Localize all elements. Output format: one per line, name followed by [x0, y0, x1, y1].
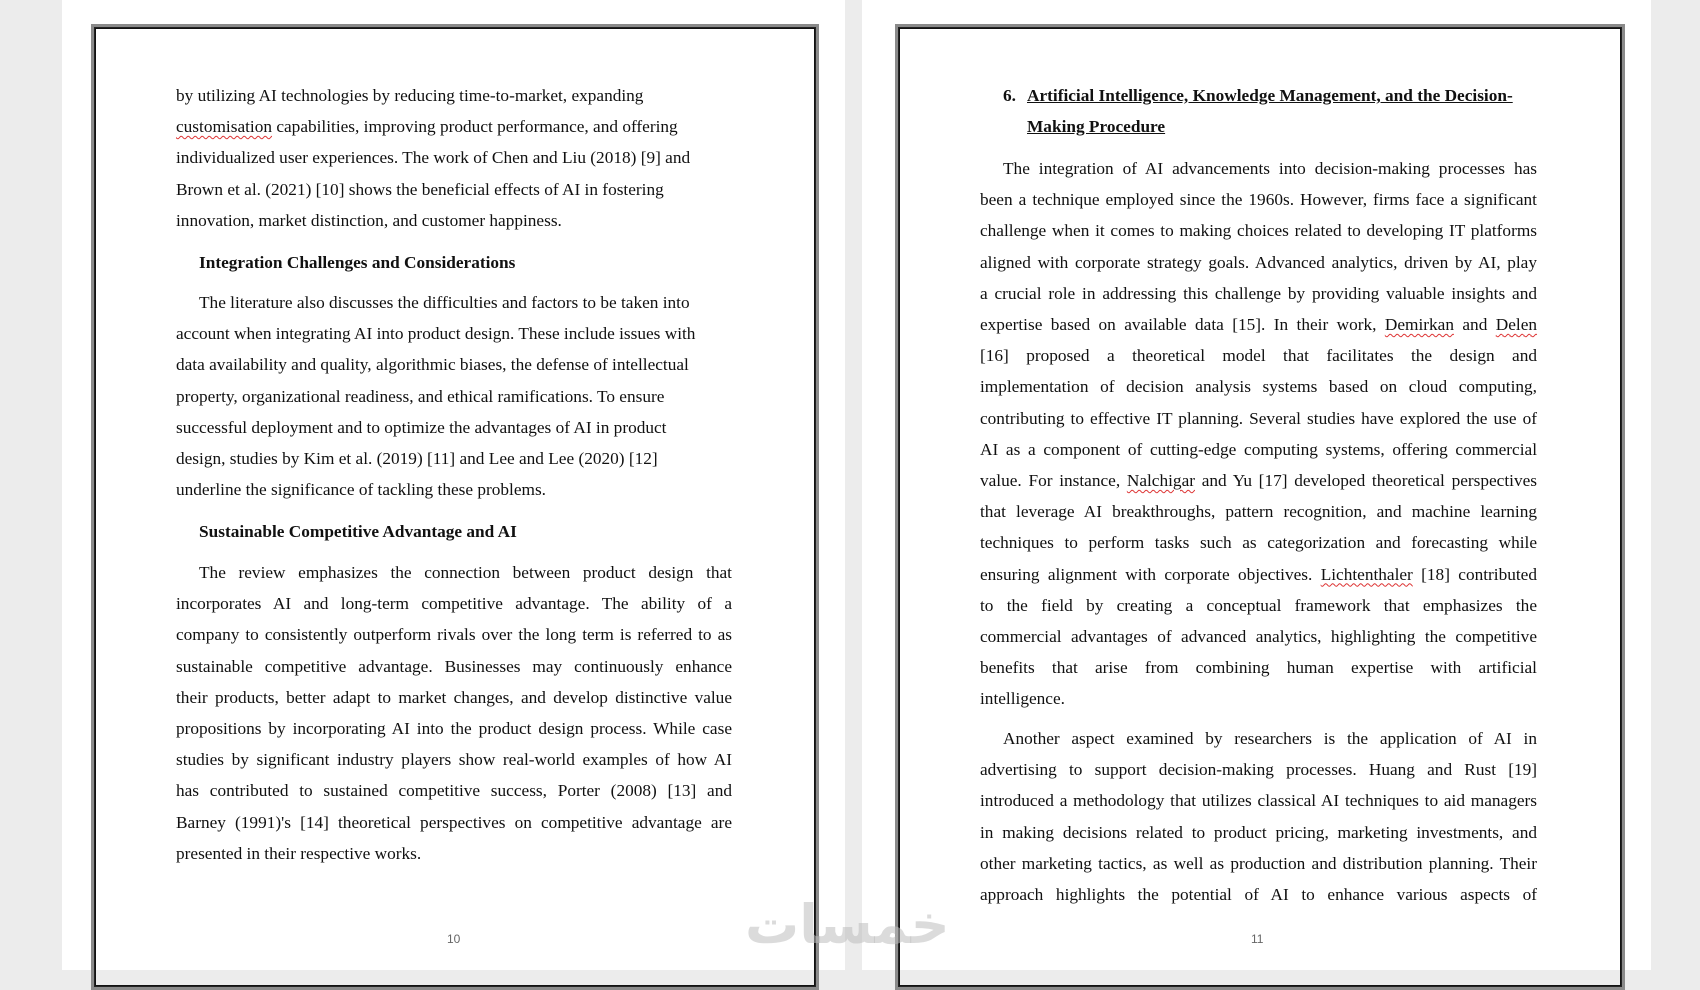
text-line: ensuring alignment with corporate objectives. Lichtenthaler [18] contributed [980, 564, 1537, 584]
text-line: commercial advantages of advanced analytics, highlighting the competitive [980, 627, 1537, 647]
spelling-error[interactable]: customisation [176, 117, 273, 137]
text-line: AI as a component of cutting-edge computing systems, offering commercial [980, 439, 1537, 459]
text-line: been a technique employed since the 1960s. However, firms face a significant [980, 190, 1537, 210]
text-line: expertise based on available data [15]. In their work, Demirkan and Delen [980, 315, 1538, 335]
text-line: underline the significance of tackling these problems. [176, 480, 546, 500]
text-line: Making Procedure [1027, 117, 1166, 137]
text-line: has contributed to sustained competitive success, Porter (2008) [13] and [176, 781, 732, 801]
text-line: individualized user experiences. The work of Chen and Liu (2018) [9] and [176, 148, 691, 168]
text-line: The review emphasizes the connection between product design that [199, 563, 732, 582]
spelling-error[interactable]: Delen [1495, 315, 1538, 335]
text-line: The literature also discusses the difficulties and factors to be taken into [199, 293, 690, 312]
text-line: in making decisions related to product pricing, marketing investments, and [980, 822, 1537, 842]
document-page-10 [62, 0, 845, 970]
text-line: their products, better adapt to market changes, and develop distinctive value [176, 687, 732, 707]
text-line: design, studies by Kim et al. (2019) [11] and Lee and Lee (2020) [12] [176, 449, 658, 469]
watermark-logo: خمسات [745, 893, 950, 956]
text-line: Another aspect examined by researchers is the application of AI in [1003, 729, 1537, 748]
text-line: The integration of AI advancements into decision-making processes has [1003, 159, 1537, 178]
text-line: company to consistently outperform rivals over the long term is referred to as [176, 625, 732, 645]
subheading: Sustainable Competitive Advantage and AI [199, 522, 517, 541]
text-line: innovation, market distinction, and customer happiness. [176, 210, 562, 230]
paragraph [980, 153, 1537, 715]
text-line: benefits that arise from combining human expertise with artificial [980, 658, 1537, 678]
paragraph [176, 557, 732, 869]
spelling-error[interactable]: Lichtenthaler [1320, 564, 1413, 584]
paragraph [176, 287, 732, 505]
text-line: account when integrating AI into product design. These include issues with [176, 324, 696, 344]
text-line: [16] proposed a theoretical model that facilitates the design and [980, 346, 1537, 366]
text-line: successful deployment and to optimize the advantages of AI in product [176, 417, 667, 437]
text-line: property, organizational readiness, and ethical ramifications. To ensure [176, 386, 665, 406]
text-line: that leverage AI breakthroughs, pattern recognition, and machine learning [980, 502, 1537, 522]
text-line: incorporates AI and long-term competitive advantage. The ability of a [176, 594, 732, 614]
subheading: Integration Challenges and Considerations [199, 253, 516, 272]
paragraph [176, 80, 732, 236]
text-line: other marketing tactics, as well as production and distribution planning. Their [980, 853, 1537, 873]
page-number: 11 [1251, 932, 1264, 946]
text-line: sustainable competitive advantage. Businesses may continuously enhance [176, 656, 732, 676]
text-line: Barney (1991)'s [14] theoretical perspectives on competitive advantage are [176, 812, 732, 832]
text-line: studies by significant industry players show real-world examples of how AI [176, 750, 732, 770]
text-line: by utilizing AI technologies by reducing time-to-market, expanding [176, 86, 644, 105]
text-line: a crucial role in addressing this challenge by providing valuable insights and [980, 283, 1537, 303]
text-line: intelligence. [980, 689, 1065, 709]
text-line: value. For instance, Nalchigar and Yu [17] developed theoretical perspectives [980, 471, 1537, 491]
text-span: capabilities, improving product performance, and offering [276, 117, 678, 137]
text-line: Artificial Intelligence, Knowledge Management, and the Decision- [1027, 86, 1513, 105]
spelling-error[interactable]: Nalchigar [1126, 471, 1195, 491]
text-line: techniques to perform tasks such as categorization and forecasting while [980, 533, 1537, 553]
text-line: approach highlights the potential of AI to enhance various aspects of [980, 885, 1537, 905]
text-line: aligned with corporate strategy goals. Advanced analytics, driven by AI, play [980, 252, 1537, 272]
section-number: 6. [1003, 86, 1016, 105]
text-line: data availability and quality, algorithmic biases, the defense of intellectual [176, 355, 689, 375]
paragraph [980, 723, 1537, 910]
text-line: presented in their respective works. [176, 843, 422, 863]
text-line: to the field by creating a conceptual framework that emphasizes the [980, 595, 1537, 615]
spelling-error[interactable]: Demirkan [1384, 315, 1454, 335]
text-line: advertising to support decision-making processes. Huang and Rust [19] [980, 760, 1537, 780]
section-title [1027, 80, 1513, 142]
text-line: implementation of decision analysis systems based on cloud computing, [980, 377, 1537, 397]
text-line: contributing to effective IT planning. Several studies have explored the use of [980, 408, 1537, 428]
text-line: challenge when it comes to making choices related to developing IT platforms [980, 221, 1537, 241]
document-page-11 [862, 0, 1651, 970]
text-line: Brown et al. (2021) [10] shows the beneficial effects of AI in fostering [176, 179, 664, 199]
text-line: propositions by incorporating AI into the product design process. While case [176, 719, 732, 739]
text-line: introduced a methodology that utilizes classical AI techniques to aid managers [980, 791, 1537, 811]
page-number: 10 [447, 932, 461, 946]
text-line [176, 111, 732, 142]
